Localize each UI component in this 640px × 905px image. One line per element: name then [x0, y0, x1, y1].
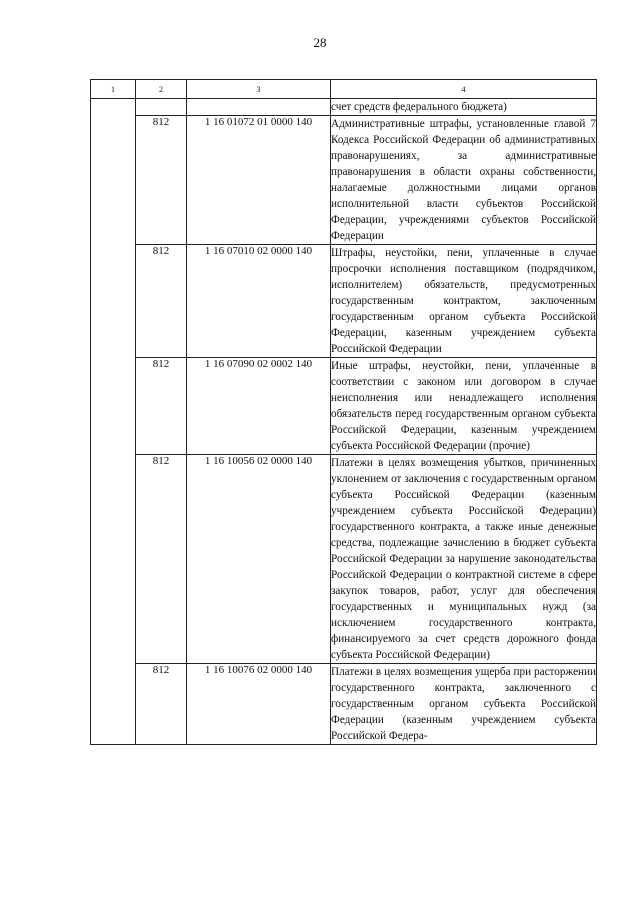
table-row: [91, 358, 597, 455]
admin-code: 812: [136, 358, 187, 455]
continued-description: счет средств федерального бюджета): [331, 99, 597, 116]
admin-code: 812: [136, 245, 187, 358]
income-description: Административные штрафы, установленные главой 7 Кодекса Российской Федерации об административных правонарушениях, за административные правонарушения в области охраны собственности, налагаемые должностными лицами органов исполнительной власти субъектов Российской Федерации, учреждениями субъектов Российской Федерации: [331, 116, 597, 245]
income-description: Иные штрафы, неустойки, пени, уплаченные в соответствии с законом или договором в случае неисполнения или ненадлежащего исполнения обязательств перед государственным органом субъекта Российской Федерации, казенным учреждением субъекта Российской Федерации (прочие): [331, 358, 597, 455]
column-number-2: 2: [136, 80, 187, 99]
budget-code: 1 16 07010 02 0000 140: [187, 245, 331, 358]
column-number-1: 1: [91, 80, 136, 99]
table-row: [91, 664, 597, 745]
admin-code: 812: [136, 116, 187, 245]
table-row: [91, 245, 597, 358]
table-header-row: [91, 80, 597, 99]
income-description: Платежи в целях возмещения ущерба при расторжении государственного контракта, заключенного с государственным органом субъекта Российской Федерации (казенным учреждением субъекта Российской Федера-: [331, 664, 597, 745]
income-description: Платежи в целях возмещения убытков, причиненных уклонением от заключения с государственным органом субъекта Российской Федерации (казенным учреждением субъекта Российской Федерации) государственного контракта, а также иные денежные средства, подлежащие зачислению в бюджет субъекта Российской Федерации за нарушение законодательства Российской Федерации о контрактной системе в сфере закупок товаров, работ, услуг для обеспечения государственных и муниципальных нужд (за исключением государственного контракта, финансируемого за счет средств дорожного фонда субъекта Российской Федерации): [331, 455, 597, 664]
table-row: [91, 116, 597, 245]
budget-code: 1 16 10056 02 0000 140: [187, 455, 331, 664]
code-cell-empty: [187, 99, 331, 116]
income-description: Штрафы, неустойки, пени, уплаченные в случае просрочки исполнения поставщиком (подрядчиком, исполнителем) обязательств, предусмотренных государственным контрактом, заключенным государственным органом субъекта Российской Федерации, казенным учреждением субъекта Российской Федерации: [331, 245, 597, 358]
admin-code: 812: [136, 664, 187, 745]
table-row: [91, 455, 597, 664]
group-column-cell: [91, 99, 136, 745]
admin-code: 812: [136, 455, 187, 664]
budget-code: 1 16 10076 02 0000 140: [187, 664, 331, 745]
budget-code: 1 16 01072 01 0000 140: [187, 116, 331, 245]
page-number: 28: [313, 35, 327, 50]
budget-code: 1 16 07090 02 0002 140: [187, 358, 331, 455]
column-number-3: 3: [187, 80, 331, 99]
column-number-4: 4: [331, 80, 597, 99]
table-row-continuation: [91, 99, 597, 116]
budget-classification-table: [90, 79, 597, 745]
admin-cell-empty: [136, 99, 187, 116]
